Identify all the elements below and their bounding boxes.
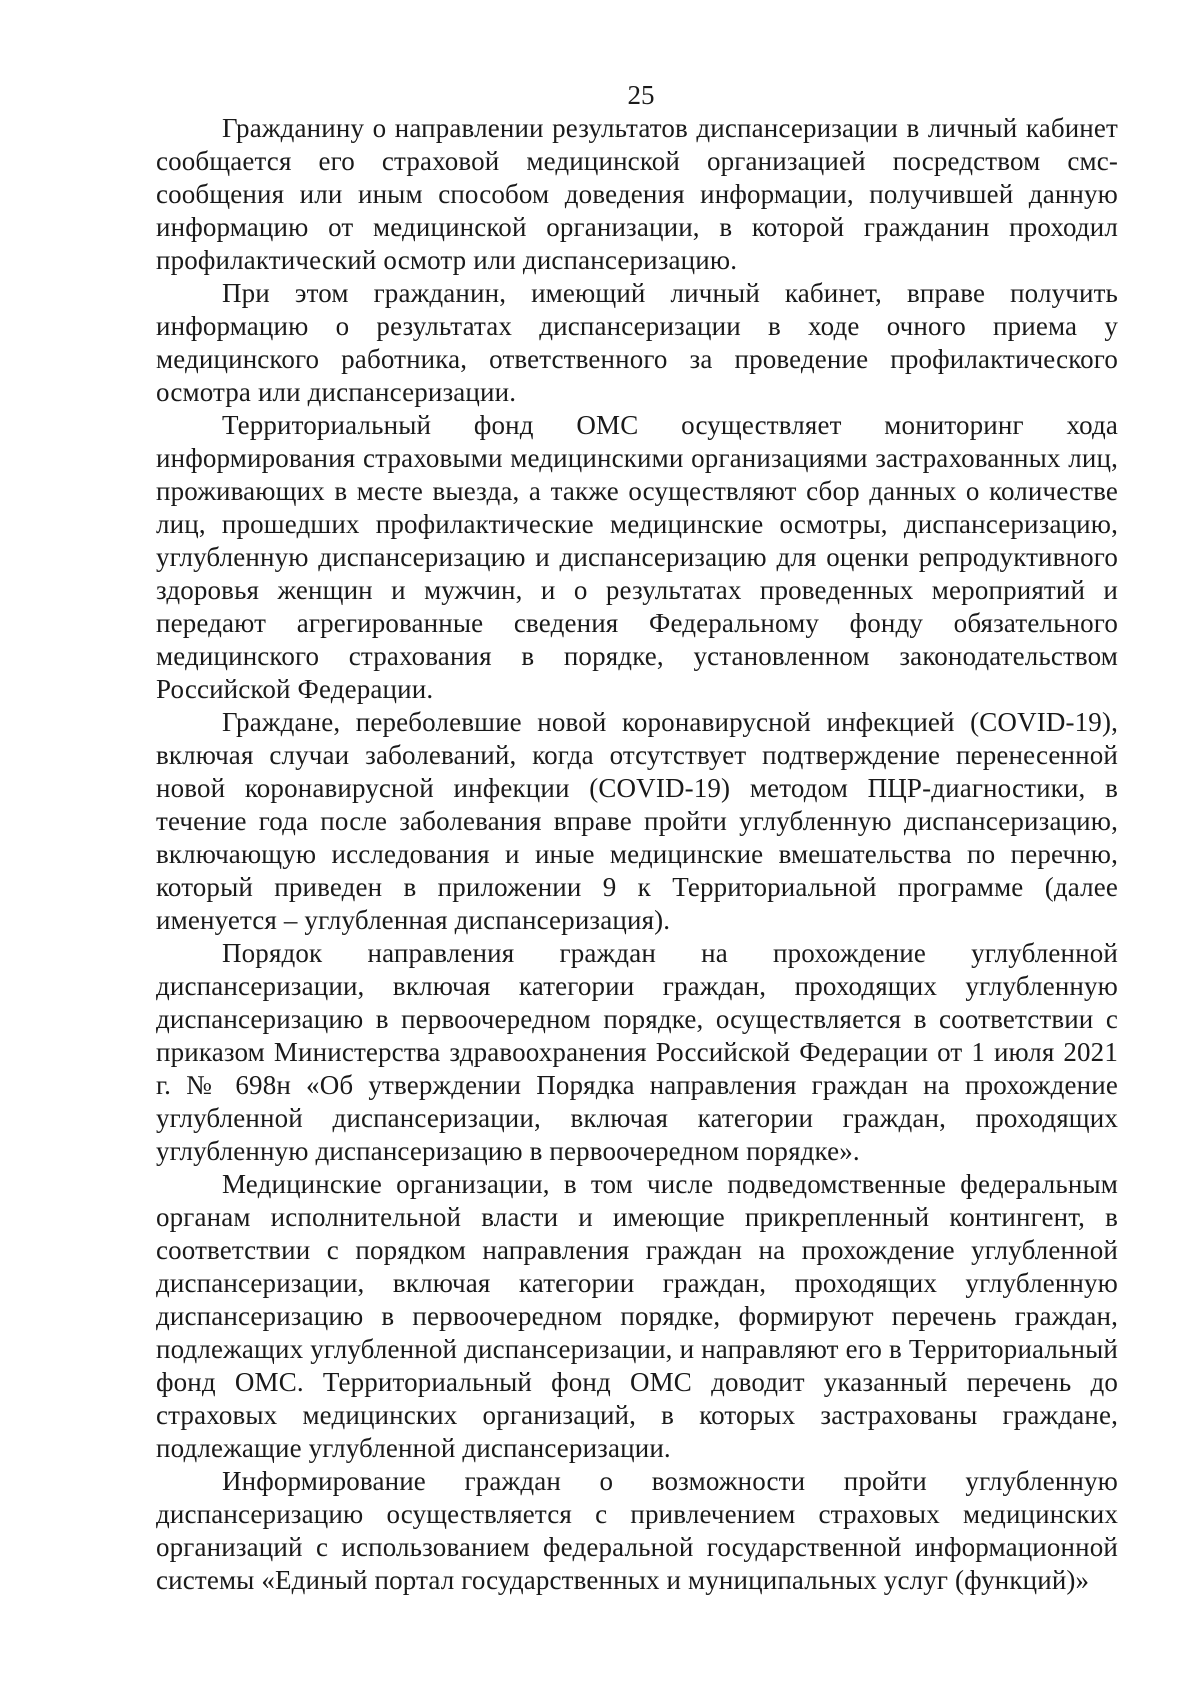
paragraph-fund-monitoring: Территориальный фонд ОМС осуществляет мониторинг хода информирования страховыми медицинскими организациями застрахованных лиц, проживающих в месте выезда, а также осуществляют сбор данных о количестве лиц, прошедших профилактические медицинские осмотры, диспансеризацию, углубленную диспансеризацию и диспансеризацию для оценки репродуктивного здоровья женщин и мужчин, и о результатах проведенных мероприятий и передают агрегированные сведения Федеральному фонду обязательного медицинского страхования в порядке, установленном законодательством Российской Федерации. [156,410,1118,704]
paragraph-personal-cabinet-notice: Гражданину о направлении результатов диспансеризации в личный кабинет сообщается его страховой медицинской организацией посредством смс-сообщения или иным способом доведения информации, получившей данную информацию от медицинской организации, в которой гражданин проходил профилактический осмотр или диспансеризацию. [156,113,1118,275]
paragraph-in-person-results: При этом гражданин, имеющий личный кабинет, вправе получить информацию о результатах диспансеризации в ходе очного приема у медицинского работника, ответственного за проведение профилактического осмотра или диспансеризации. [156,278,1118,407]
paragraph-citizen-informing: Информирование граждан о возможности пройти углубленную диспансеризацию осуществляется с привлечением страховых медицинских организаций с использованием федеральной государственной информационной системы «Единый портал государственных и муниципальных услуг (функций)» [156,1466,1118,1595]
document-page [156,78,1118,1597]
paragraph-referral-procedure: Порядок направления граждан на прохождение углубленной диспансеризации, включая категории граждан, проходящих углубленную диспансеризацию в первоочередном порядке, осуществляется в соответствии с приказом Министерства здравоохранения Российской Федерации от 1 июля 2021 г. № 698н «Об утверждении Порядка направления граждан на прохождение углубленной диспансеризации, включая категории граждан, проходящих углубленную диспансеризацию в первоочередном порядке». [156,938,1118,1166]
page-number: 25 [627,80,655,110]
paragraph-medical-organizations: Медицинские организации, в том числе подведомственные федеральным органам исполнительной власти и имеющие прикрепленный контингент, в соответствии с порядком направления граждан на прохождение углубленной диспансеризации, включая категории граждан, проходящих углубленную диспансеризацию в первоочередном порядке, формируют перечень граждан, подлежащих углубленной диспансеризации, и направляют его в Территориальный фонд ОМС. Территориальный фонд ОМС доводит указанный перечень до страховых медицинских организаций, в которых застрахованы граждане, подлежащие углубленной диспансеризации. [156,1169,1118,1463]
paragraph-covid-deep-screening: Граждане, переболевшие новой коронавирусной инфекцией (COVID-19), включая случаи заболеваний, когда отсутствует подтверждение перенесенной новой коронавирусной инфекции (COVID-19) методом ПЦР-диагностики, в течение года после заболевания вправе пройти углубленную диспансеризацию, включающую исследования и иные медицинские вмешательства по перечню, который приведен в приложении 9 к Территориальной программе (далее именуется – углубленная диспансеризация). [156,707,1118,935]
